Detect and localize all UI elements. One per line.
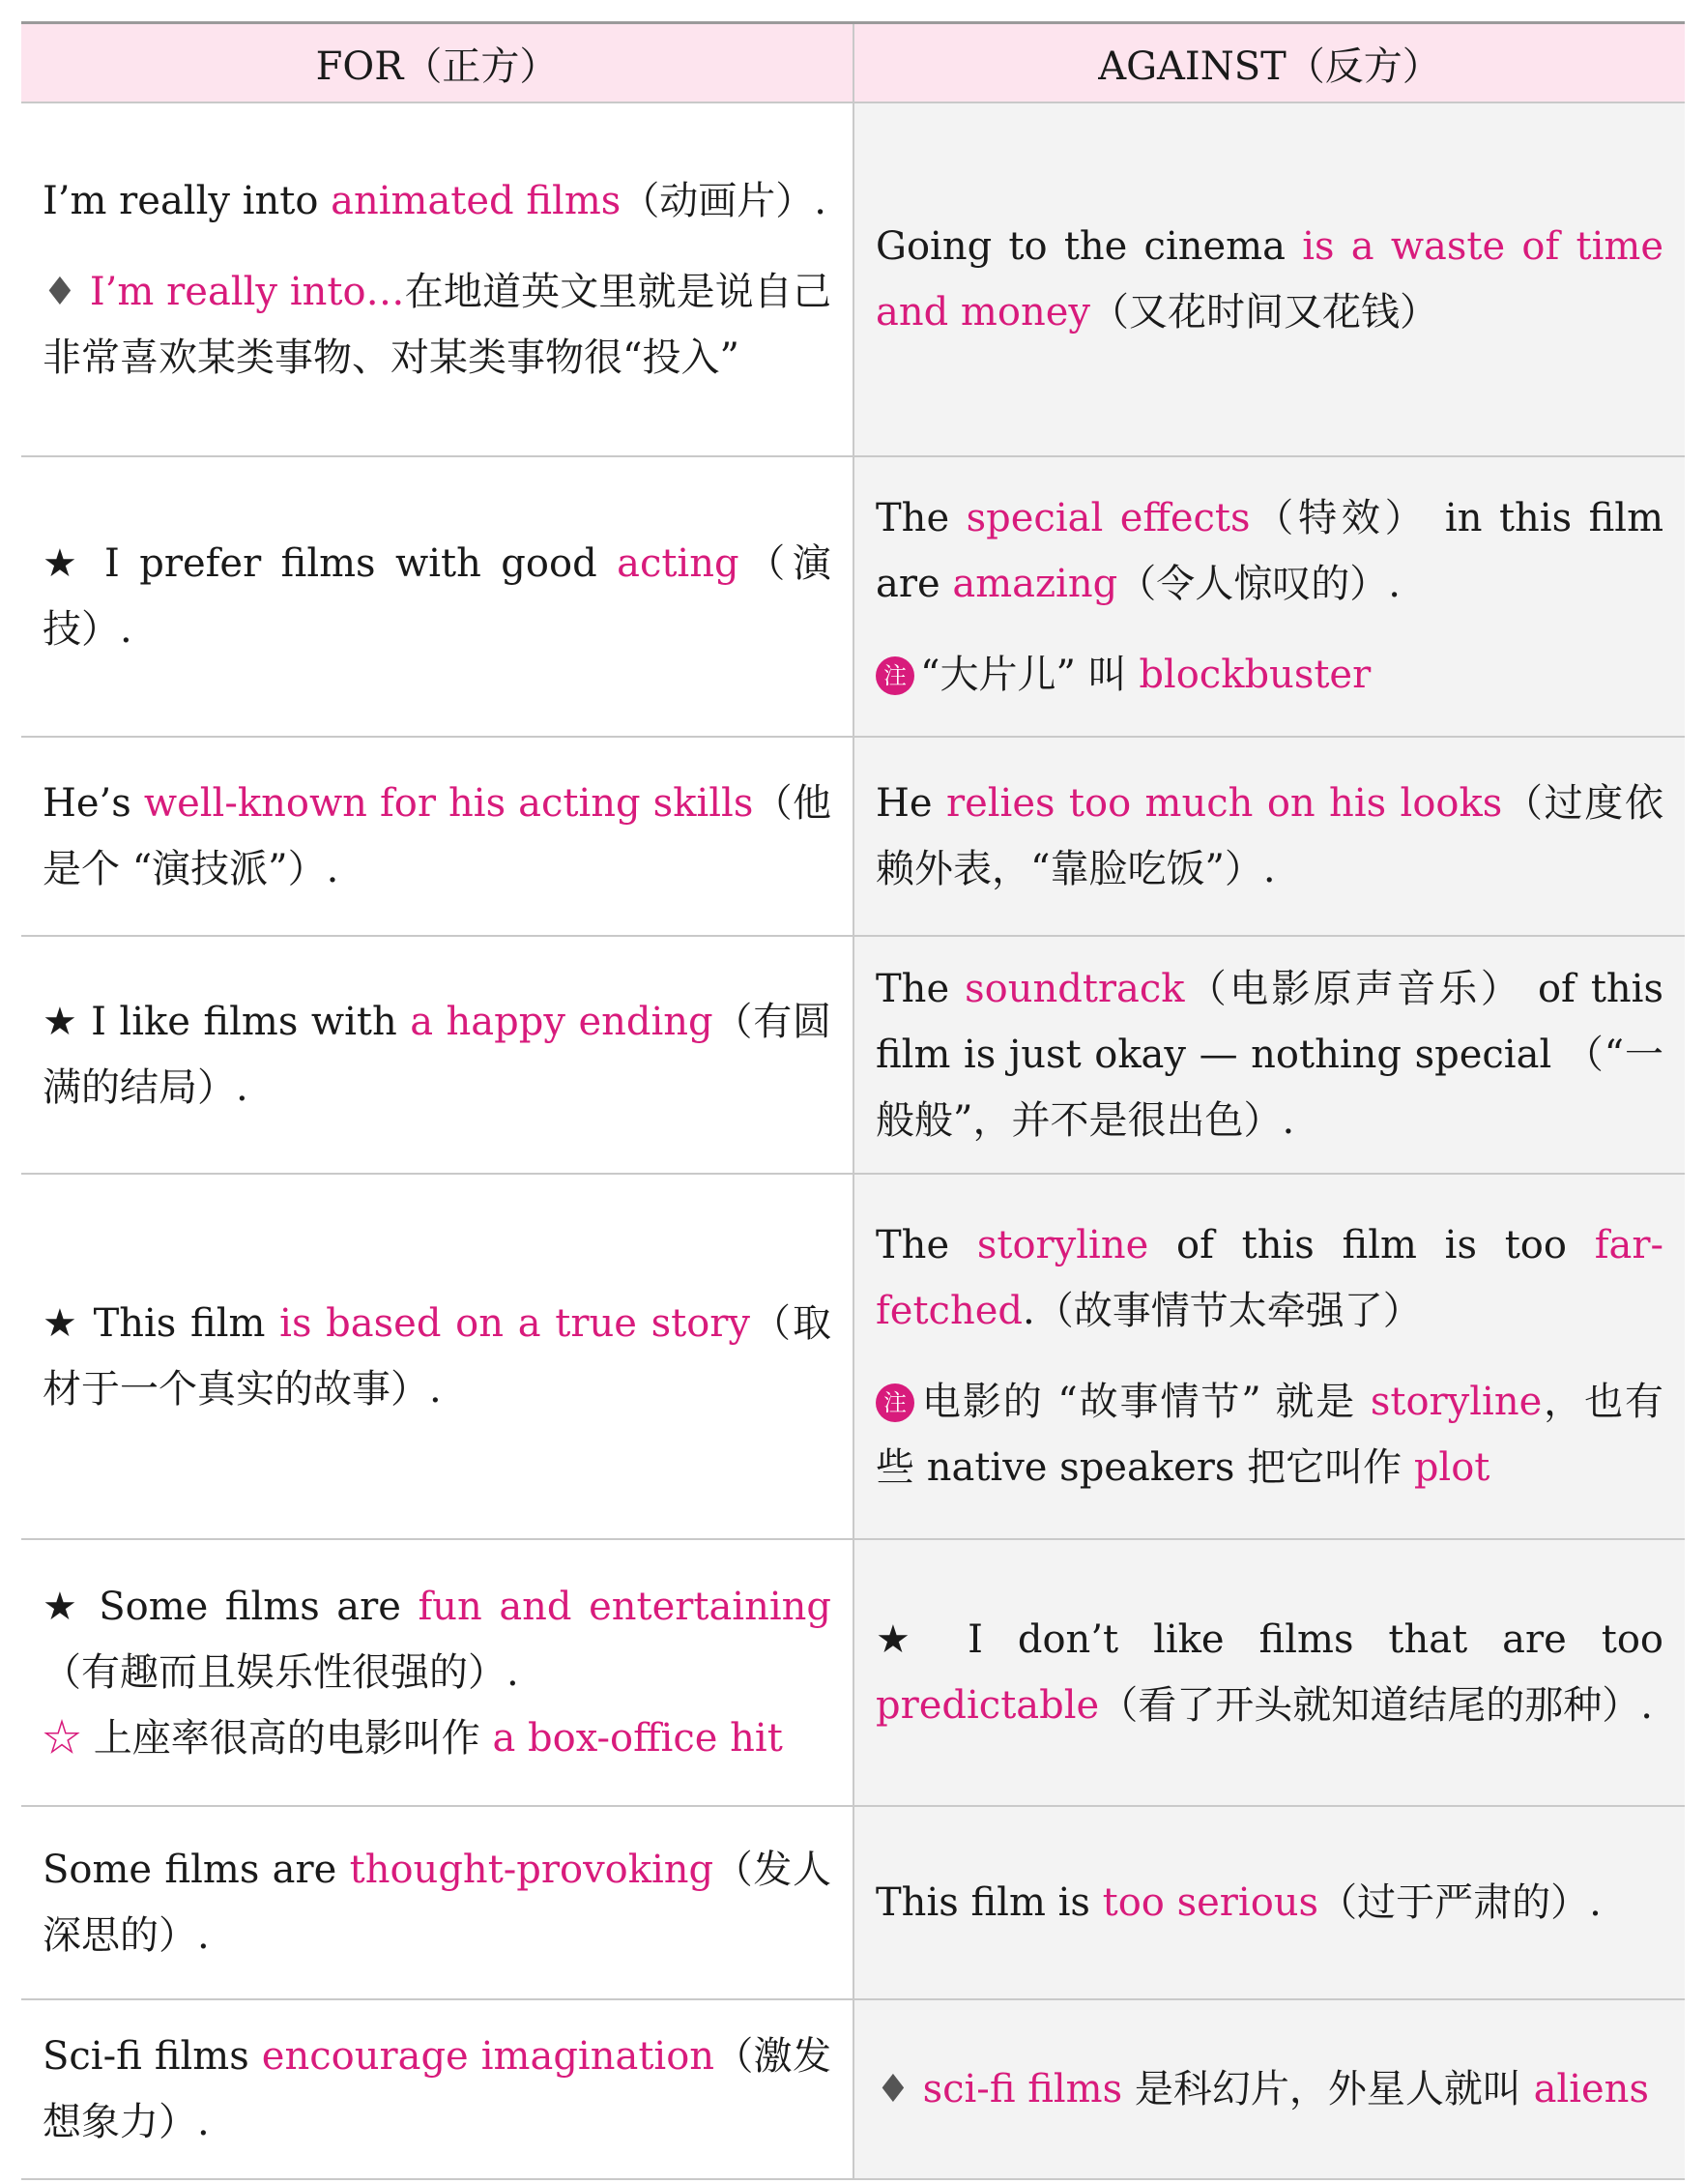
star-outline-icon: ☆ <box>43 1716 81 1761</box>
against-cell <box>853 102 1685 456</box>
table-row <box>21 1806 1685 1999</box>
usage-note: ♦ sci-fi films 是科幻片，外星人就叫 aliens <box>876 2067 1649 2111</box>
against-sentence: This film is too serious（过于严肃的）. <box>876 1880 1602 1925</box>
for-cell <box>21 1999 853 2179</box>
note-icon: 注 <box>876 656 914 695</box>
table-row <box>21 936 1685 1174</box>
against-cell <box>853 1174 1685 1539</box>
usage-note: 注 电影的 “故事情节” 就是 storyline，也有些 native speakers 把它叫作 plot <box>876 1380 1664 1490</box>
table-row <box>21 1999 1685 2179</box>
against-sentence: Going to the cinema is a waste of time and money（又花时间又花钱） <box>876 224 1663 335</box>
for-cell <box>21 1174 853 1539</box>
for-sentence: ★ I like films with a happy ending（有圆满的结局）. <box>43 1000 831 1110</box>
vocabulary-table-page <box>21 21 1685 2180</box>
usage-note: ♦ I’m really into…在地道英文里就是说自己非常喜欢某类事物、对某类事物很“投入” <box>43 270 832 380</box>
table-row <box>21 1539 1685 1806</box>
for-sentence: ★ Some films are fun and entertaining（有趣而且娱乐性很强的）. <box>43 1585 832 1695</box>
against-cell <box>853 1999 1685 2179</box>
for-sentence: ★ I prefer films with good acting（演技）. <box>43 541 832 652</box>
against-cell <box>853 737 1685 936</box>
against-sentence: The storyline of this film is too far-fetched.（故事情节太牵强了） <box>876 1223 1664 1333</box>
table-row <box>21 102 1685 456</box>
usage-note: 注 “大片儿” 叫 blockbuster <box>876 642 1663 708</box>
note-icon: 注 <box>876 1383 914 1422</box>
against-cell <box>853 936 1685 1174</box>
against-sentence: The special effects（特效） in this film are amazing（令人惊叹的）. <box>876 496 1663 606</box>
star-icon: ★ <box>43 1301 79 1346</box>
for-cell <box>21 1806 853 1999</box>
for-sentence: Sci-fi films encourage imagination（激发想象力）. <box>43 2034 831 2144</box>
for-cell <box>21 102 853 456</box>
against-sentence: The soundtrack（电影原声音乐） of this film is just okay — nothing special （“一般般”，并不是很出色）. <box>876 967 1663 1143</box>
against-cell <box>853 456 1685 737</box>
table-row <box>21 737 1685 936</box>
against-sentence: ★ I don’t like films that are too predictable（看了开头就知道结尾的那种）. <box>876 1617 1664 1728</box>
for-sentence: ★ This film is based on a true story（取材于一个真实的故事）. <box>43 1301 832 1412</box>
star-icon: ★ <box>876 1617 934 1662</box>
against-sentence: He relies too much on his looks（过度依赖外表，“靠脸吃饭”）. <box>876 781 1663 891</box>
for-cell <box>21 737 853 936</box>
for-sentence: Some films are thought-provoking（发人深思的）. <box>43 1848 831 1958</box>
usage-note: ☆ 上座率很高的电影叫作 a box-office hit <box>43 1716 783 1761</box>
table-header-row <box>21 23 1685 103</box>
header-for: FOR（正方） <box>21 23 853 103</box>
for-against-table <box>21 21 1685 2180</box>
against-cell <box>853 1539 1685 1806</box>
for-cell <box>21 456 853 737</box>
header-against: AGAINST（反方） <box>853 23 1685 103</box>
star-icon: ★ <box>43 1000 78 1044</box>
for-sentence: He’s well-known for his acting skills（他是个 “演技派”）. <box>43 781 832 891</box>
against-cell <box>853 1806 1685 1999</box>
star-icon: ★ <box>43 1585 82 1629</box>
table-row <box>21 456 1685 737</box>
for-cell <box>21 936 853 1174</box>
for-sentence: I’m really into animated films（动画片）. <box>43 179 827 223</box>
for-cell <box>21 1539 853 1806</box>
star-icon: ★ <box>43 541 85 586</box>
table-row <box>21 1174 1685 1539</box>
diamond-icon: ♦ <box>43 270 77 314</box>
diamond-icon: ♦ <box>876 2067 911 2111</box>
